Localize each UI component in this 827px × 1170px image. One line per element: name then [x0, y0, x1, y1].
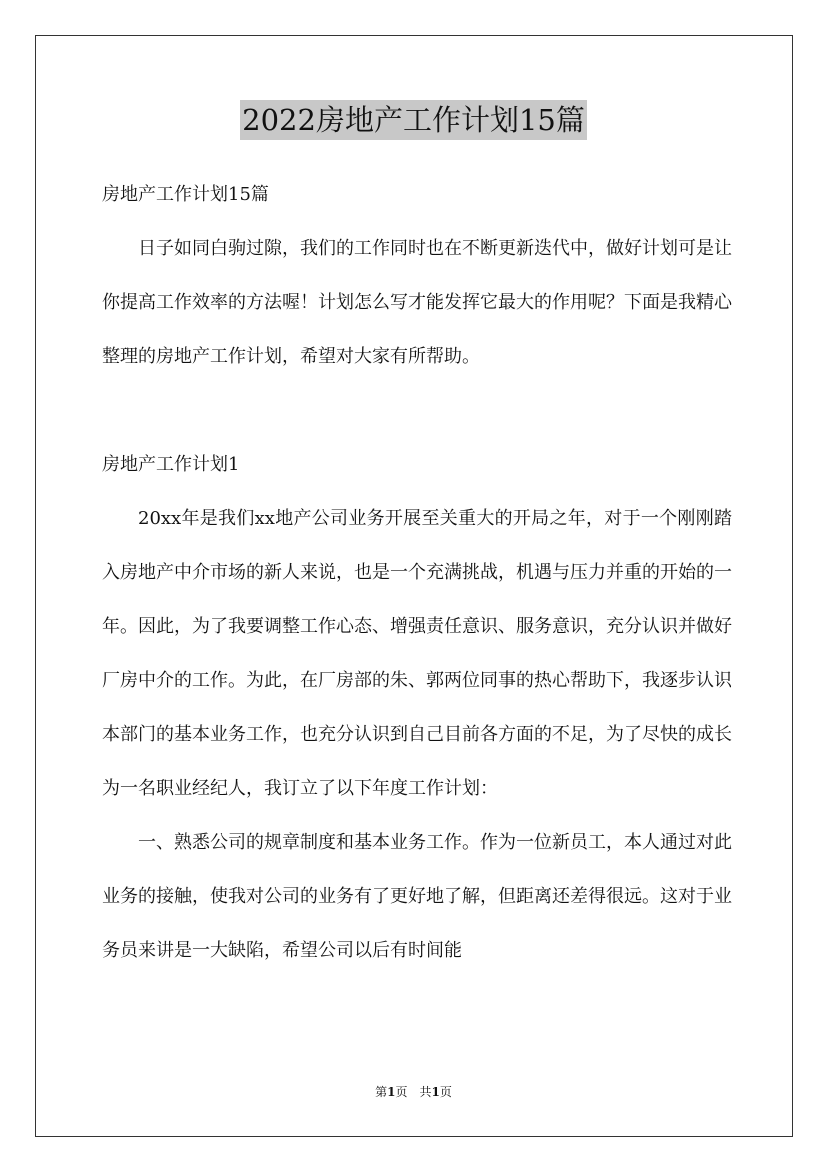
- document-body: [102, 168, 732, 978]
- total-suffix: 页: [439, 1085, 452, 1099]
- body-paragraph-2: 一、熟悉公司的规章制度和基本业务工作。作为一位新员工，本人通过对此业务的接触，使我对公司的业务有了更好地了解，但距离还差得很远。这对于业务员来讲是一大缺陷，希望公司以后有时间能: [102, 832, 732, 961]
- document-subtitle: 房地产工作计划15篇: [102, 184, 269, 205]
- page-current: 1: [387, 1085, 396, 1099]
- total-prefix: 共: [419, 1085, 432, 1099]
- document-title: 2022房地产工作计划15篇: [240, 100, 587, 140]
- page-footer: [0, 1084, 827, 1100]
- paragraph-gap: [102, 384, 732, 438]
- section-heading: 房地产工作计划1: [102, 454, 240, 475]
- page-prefix: 第: [375, 1085, 388, 1099]
- intro-paragraph: 日子如同白驹过隙，我们的工作同时也在不断更新迭代中，做好计划可是让你提高工作效率的方法喔！计划怎么写才能发挥它最大的作用呢？下面是我精心整理的房地产工作计划，希望对大家有所帮助。: [102, 238, 732, 367]
- body-paragraph-1: 20xx年是我们xx地产公司业务开展至关重大的开局之年，对于一个刚刚踏入房地产中介市场的新人来说，也是一个充满挑战，机遇与压力并重的开始的一年。因此，为了我要调整工作心态、增强责任意识、服务意识，充分认识并做好厂房中介的工作。为此，在厂房部的朱、郭两位同事的热心帮助下，我逐步认识本部门的基本业务工作，也充分认识到自己目前各方面的不足，为了尽快的成长为一名职业经纪人，我订立了以下年度工作计划：: [102, 508, 732, 799]
- page-suffix: 页: [395, 1085, 408, 1099]
- title-container: [0, 100, 827, 140]
- page-total: 1: [431, 1085, 440, 1099]
